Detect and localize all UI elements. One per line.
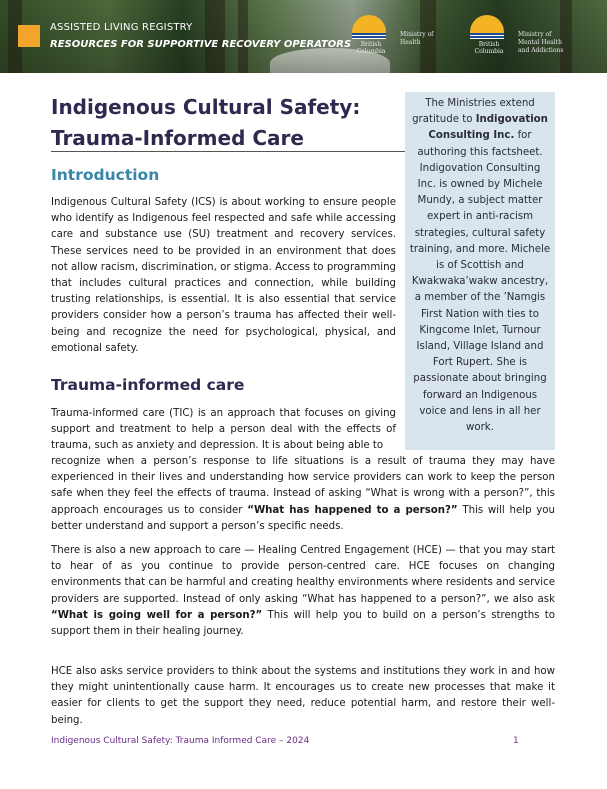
acknowledgement-box bbox=[405, 92, 555, 450]
registry-mark bbox=[18, 25, 40, 47]
bc-waves-icon bbox=[470, 33, 504, 39]
trauma-informed-care-heading: Trauma-informed care bbox=[51, 376, 245, 394]
hce-key-question: “What is going well for a person?” bbox=[51, 609, 263, 621]
bc-logo-text: British Columbia bbox=[474, 41, 504, 55]
forest-tree bbox=[205, 0, 225, 73]
hce-text-end: This will help you to build on a person’s strengths to support them in their healing journey. bbox=[51, 609, 555, 638]
bc-health-logo bbox=[348, 15, 448, 57]
header-banner bbox=[0, 0, 607, 73]
document-title-line-2: Trauma-Informed Care bbox=[51, 126, 304, 150]
bc-logo-text: British Columbia bbox=[356, 41, 386, 55]
bc-sun-icon bbox=[470, 15, 504, 33]
bc-mental-health-logo bbox=[466, 15, 566, 57]
bc-waves-icon bbox=[352, 33, 386, 39]
page-number: 1 bbox=[513, 736, 519, 746]
acknowledgement-text: The Ministries extend gratitude to bbox=[412, 98, 535, 126]
tic-key-question: “What has happened to a person?” bbox=[247, 504, 458, 516]
tic-text-end: This will help you better understand and support a person’s specific needs. bbox=[51, 504, 555, 532]
bc-sun-icon bbox=[352, 15, 386, 33]
document-title-line-1: Indigenous Cultural Safety: bbox=[51, 95, 361, 119]
ministry-name: Ministry of Health bbox=[400, 31, 434, 46]
registry-title: ASSISTED LIVING REGISTRY bbox=[50, 22, 193, 33]
footer-document-label: Indigenous Cultural Safety: Trauma Informed Care – 2024 bbox=[51, 736, 310, 746]
acknowledgement-org: Indigovation Consulting Inc. bbox=[428, 114, 548, 142]
registry-subtitle: RESOURCES FOR SUPPORTIVE RECOVERY OPERATORS bbox=[50, 39, 352, 50]
forest-tree bbox=[238, 0, 248, 73]
tic-paragraph-start: Trauma-informed care (TIC) is an approach that focuses on giving support and treatment to help a person deal with the effects of trauma, such as anxiety and depression. It is about being able to bbox=[51, 408, 396, 452]
hce-paragraph bbox=[51, 543, 555, 640]
tic-text: recognize when a person’s response to life situations is a result of trauma they may have experienced in their lives and understanding how service providers can work to keep the person safe when they feel the effects of trauma. Instead of asking “What is wrong with a person?”, this approach encourages us to consider bbox=[51, 456, 555, 516]
title-divider bbox=[51, 151, 406, 152]
introduction-heading: Introduction bbox=[51, 166, 160, 184]
document-title bbox=[51, 92, 401, 154]
acknowledgement-text-end: for authoring this factsheet. Indigovation Consulting Inc. is owned by Michele Mundy, a subject matter expert in anti-racism strategies, cultural safety training, and more. Michele is of Scottish and Kwakwaka’wakw ancestry, a member of the ’Namgis First Nation with ties to Kingcome Inlet, Turnour Island, Village Island and Fort Rupert. She is passionate about bringing forward an Indigenous voice and lens in all her work. bbox=[409, 130, 551, 434]
ministry-name: Ministry of Mental Health and Addictions bbox=[518, 31, 564, 54]
tic-paragraph-continued bbox=[51, 454, 555, 535]
introduction-paragraph: Indigenous Cultural Safety (ICS) is about working to ensure people who identify as Indigenous feel respected and safe while accessing care and substance use (SU) treatment and recovery services. These services need to be provided in an environment that does not allow racism, discrimination, or stigma. Access to programming that includes cultural practices and connection, while building trusting relationships, is essential. It is also essential that service providers consider how a person’s trauma has affected their well-being and recognize the need for psychological, physical, and emotional safety. bbox=[51, 197, 396, 354]
hce-systems-paragraph: HCE also asks service providers to think about the systems and institutions they work in and how they might unintentionally cause harm. It encourages us to create new processes that make it easier for clients to get the support they need, reduce potential harm, and restore their well-being. bbox=[51, 666, 555, 726]
hce-text: There is also a new approach to care — Healing Centred Engagement (HCE) — that you may start to hear of as you continue to provide person-centred care. HCE focuses on changing environments that can be harmful and creating healthy environments where residents and service providers are supported. Instead of only asking “What has happened to a person?”, we also ask bbox=[51, 545, 555, 605]
